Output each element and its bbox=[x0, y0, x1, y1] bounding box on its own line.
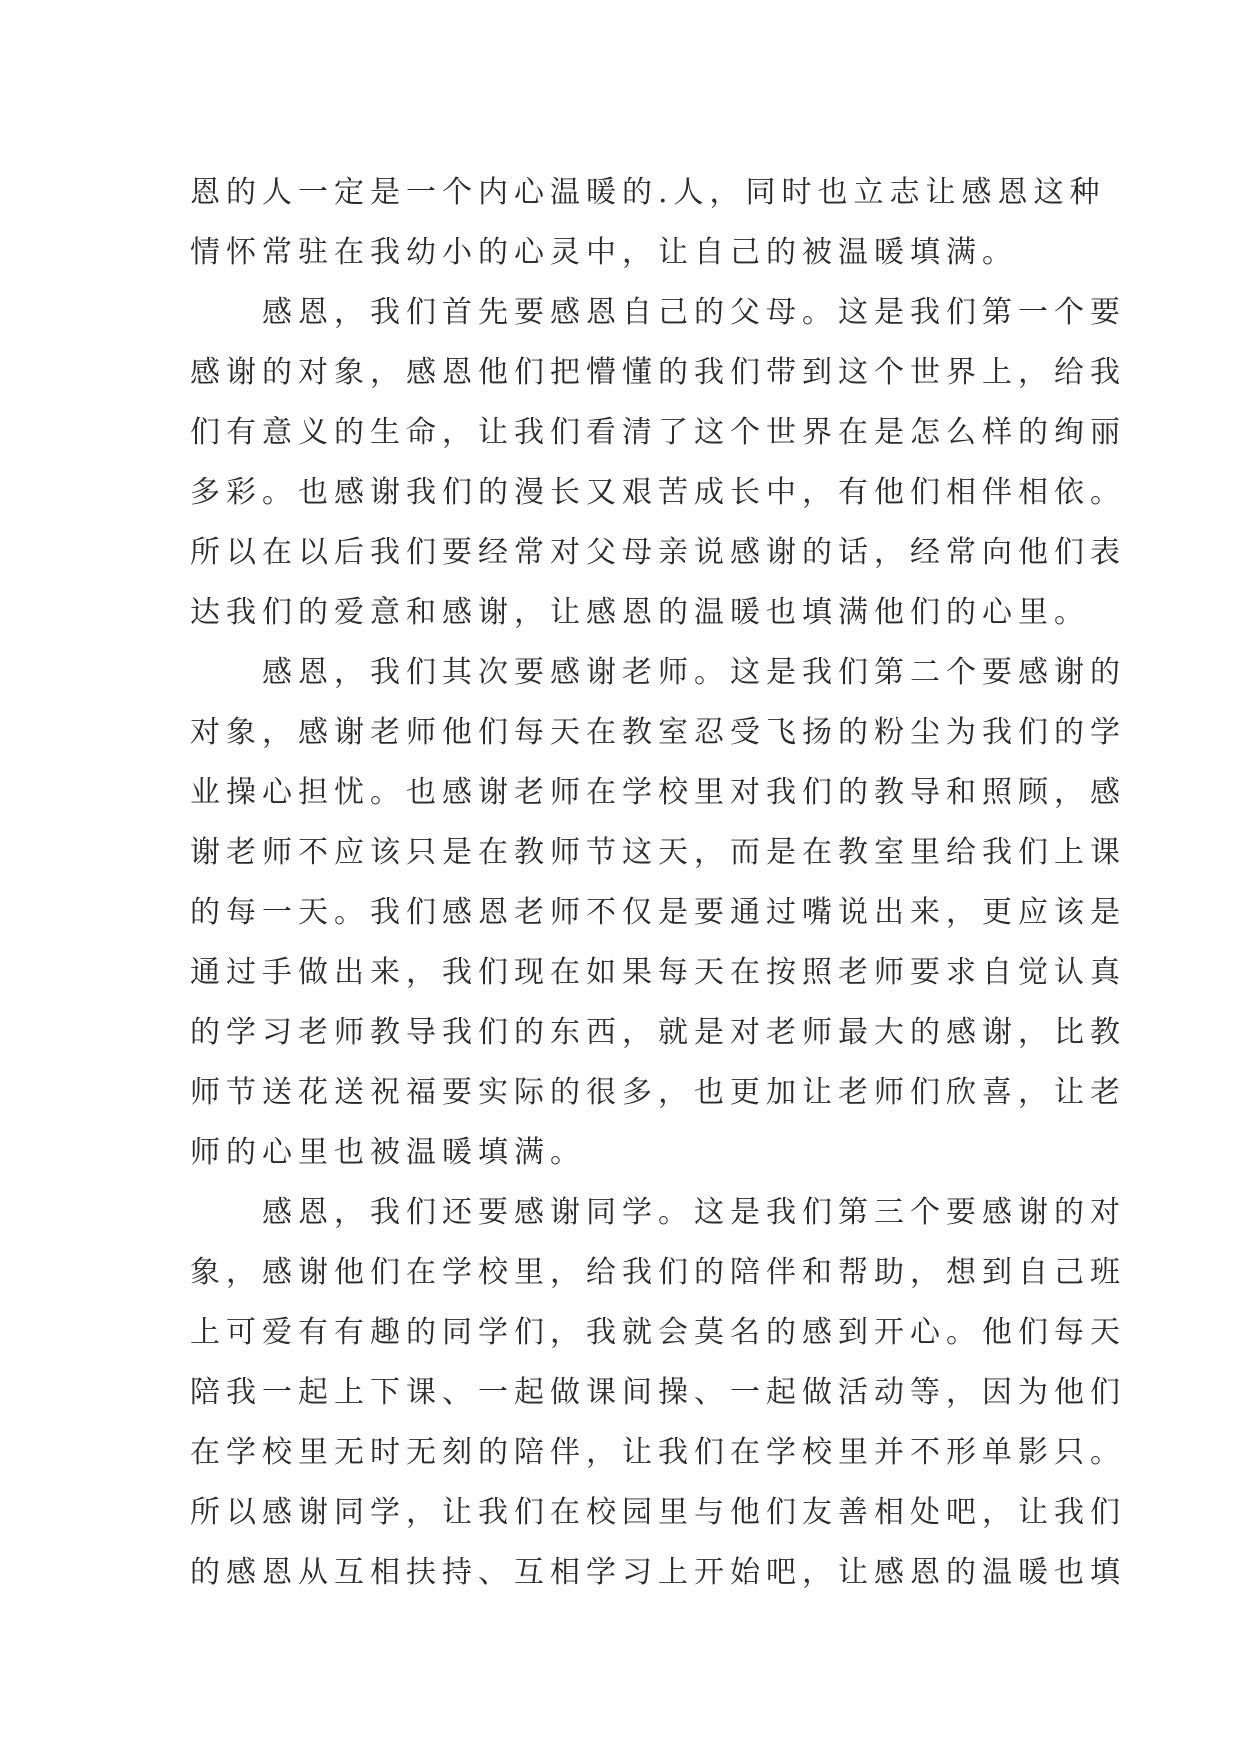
text-line: 情怀常驻在我幼小的心灵中，让自己的被温暖填满。 bbox=[190, 235, 1018, 270]
body-text bbox=[190, 163, 1126, 1603]
text-line: 感谢的对象，感恩他们把懵懂的我们带到这个世界上，给我 bbox=[190, 355, 1126, 390]
text-line: 多彩。也感谢我们的漫长又艰苦成长中，有他们相伴相依。 bbox=[190, 475, 1126, 510]
text-line: 师的心里也被温暖填满。 bbox=[190, 1135, 586, 1170]
text-line: 的感恩从互相扶持、互相学习上开始吧，让感恩的温暖也填 bbox=[190, 1555, 1126, 1590]
text-line: 谢老师不应该只是在教师节这天，而是在教室里给我们上课 bbox=[190, 835, 1126, 870]
paragraph-first-line: 感恩，我们还要感谢同学。这是我们第三个要感谢的对 bbox=[262, 1195, 1126, 1230]
text-line: 对象，感谢老师他们每天在教室忍受飞扬的粉尘为我们的学 bbox=[190, 715, 1126, 750]
text-line: 所以在以后我们要经常对父母亲说感谢的话，经常向他们表 bbox=[190, 535, 1126, 570]
text-line: 陪我一起上下课、一起做课间操、一起做活动等，因为他们 bbox=[190, 1375, 1126, 1410]
text-line: 上可爱有有趣的同学们，我就会莫名的感到开心。他们每天 bbox=[190, 1315, 1126, 1350]
text-line: 达我们的爱意和感谢，让感恩的温暖也填满他们的心里。 bbox=[190, 595, 1090, 630]
text-line: 通过手做出来，我们现在如果每天在按照老师要求自觉认真 bbox=[190, 955, 1126, 990]
text-line: 们有意义的生命，让我们看清了这个世界在是怎么样的绚丽 bbox=[190, 415, 1126, 450]
paragraph-first-line: 感恩，我们首先要感恩自己的父母。这是我们第一个要 bbox=[262, 295, 1126, 330]
text-line: 在学校里无时无刻的陪伴，让我们在学校里并不形单影只。 bbox=[190, 1435, 1126, 1470]
text-line: 业操心担忧。也感谢老师在学校里对我们的教导和照顾，感 bbox=[190, 775, 1126, 810]
text-line: 的每一天。我们感恩老师不仅是要通过嘴说出来，更应该是 bbox=[190, 895, 1126, 930]
paragraph-first-line: 感恩，我们其次要感谢老师。这是我们第二个要感谢的 bbox=[262, 655, 1126, 690]
text-line: 的学习老师教导我们的东西，就是对老师最大的感谢，比教 bbox=[190, 1015, 1126, 1050]
text-line: 所以感谢同学，让我们在校园里与他们友善相处吧，让我们 bbox=[190, 1495, 1126, 1530]
text-line: 恩的人一定是一个内心温暖的.人，同时也立志让感恩这种 bbox=[190, 175, 1106, 210]
text-line: 象，感谢他们在学校里，给我们的陪伴和帮助，想到自己班 bbox=[190, 1255, 1126, 1290]
text-line: 师节送花送祝福要实际的很多，也更加让老师们欣喜，让老 bbox=[190, 1075, 1126, 1110]
